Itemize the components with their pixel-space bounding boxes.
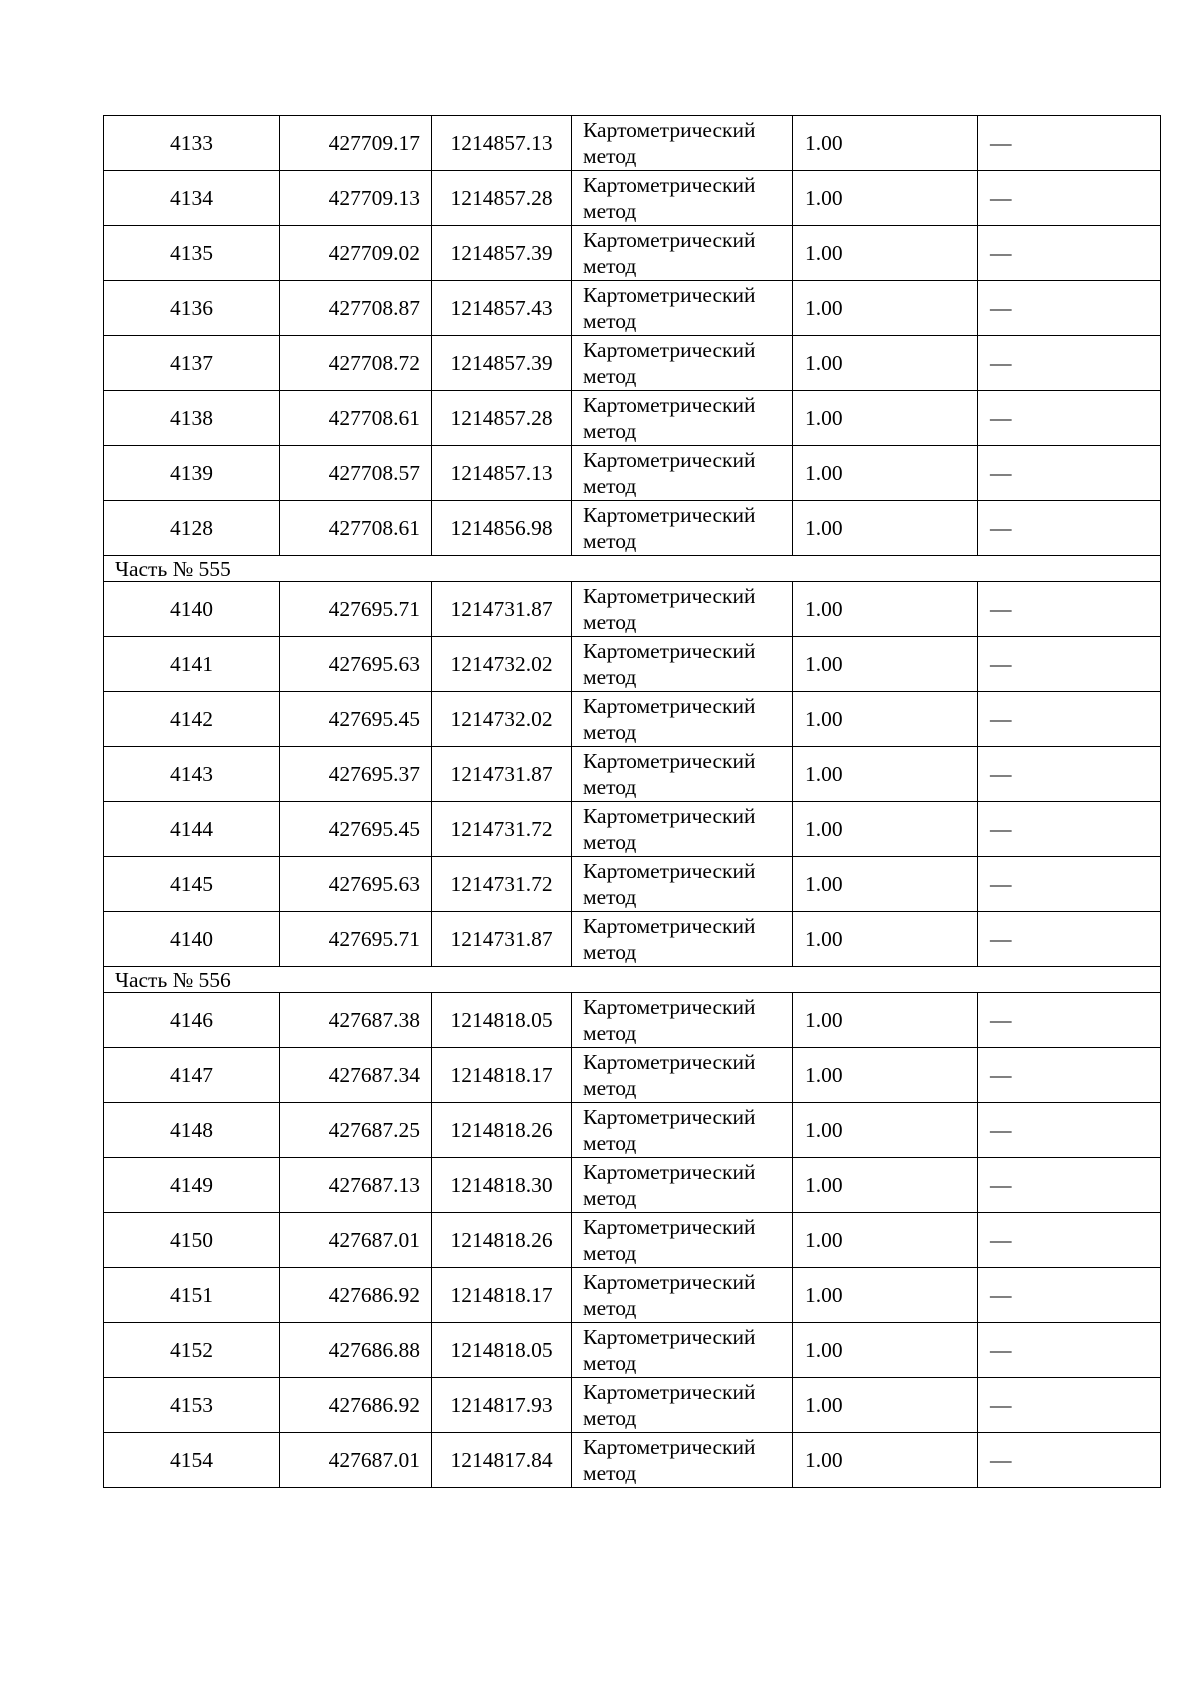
method-line-1: Картометрический <box>583 859 756 883</box>
x-coordinate-cell: 427687.38 <box>280 993 432 1048</box>
method-line-2: метод <box>583 1241 637 1265</box>
method-cell <box>572 582 793 637</box>
y-coordinate-cell: 1214817.93 <box>432 1378 572 1433</box>
method-cell <box>572 171 793 226</box>
x-coordinate-cell: 427695.71 <box>280 912 432 967</box>
accuracy-cell: 1.00 <box>793 281 978 336</box>
method-cell <box>572 1103 793 1158</box>
y-coordinate-cell: 1214818.05 <box>432 1323 572 1378</box>
method-cell <box>572 116 793 171</box>
method-line-1: Картометрический <box>583 173 756 197</box>
y-coordinate-cell: 1214731.87 <box>432 747 572 802</box>
table-row <box>104 857 1161 912</box>
method-line-1: Картометрический <box>583 393 756 417</box>
method-cell <box>572 747 793 802</box>
point-number-cell: 4148 <box>104 1103 280 1158</box>
x-coordinate-cell: 427695.37 <box>280 747 432 802</box>
accuracy-cell: 1.00 <box>793 391 978 446</box>
method-cell <box>572 1213 793 1268</box>
x-coordinate-cell: 427708.61 <box>280 501 432 556</box>
method-line-1: Картометрический <box>583 694 756 718</box>
section-label: Часть № 555 <box>104 556 1161 582</box>
table-row <box>104 226 1161 281</box>
point-number-cell: 4139 <box>104 446 280 501</box>
y-coordinate-cell: 1214857.39 <box>432 336 572 391</box>
table-row <box>104 1048 1161 1103</box>
y-coordinate-cell: 1214818.17 <box>432 1048 572 1103</box>
x-coordinate-cell: 427708.72 <box>280 336 432 391</box>
method-line-1: Картометрический <box>583 1215 756 1239</box>
method-cell <box>572 692 793 747</box>
method-line-1: Картометрический <box>583 1160 756 1184</box>
table-row <box>104 1323 1161 1378</box>
y-coordinate-cell: 1214732.02 <box>432 637 572 692</box>
accuracy-cell: 1.00 <box>793 171 978 226</box>
accuracy-cell: 1.00 <box>793 501 978 556</box>
method-line-2: метод <box>583 1461 637 1485</box>
point-number-cell: 4142 <box>104 692 280 747</box>
method-line-1: Картометрический <box>583 448 756 472</box>
accuracy-cell: 1.00 <box>793 857 978 912</box>
method-cell <box>572 993 793 1048</box>
description-cell: — <box>978 281 1161 336</box>
table-row <box>104 336 1161 391</box>
method-line-1: Картометрический <box>583 1050 756 1074</box>
y-coordinate-cell: 1214817.84 <box>432 1433 572 1488</box>
method-line-1: Картометрический <box>583 283 756 307</box>
description-cell: — <box>978 747 1161 802</box>
method-cell <box>572 226 793 281</box>
point-number-cell: 4153 <box>104 1378 280 1433</box>
x-coordinate-cell: 427695.63 <box>280 637 432 692</box>
accuracy-cell: 1.00 <box>793 1378 978 1433</box>
table-row <box>104 116 1161 171</box>
accuracy-cell: 1.00 <box>793 336 978 391</box>
method-line-2: метод <box>583 254 637 278</box>
accuracy-cell: 1.00 <box>793 912 978 967</box>
description-cell: — <box>978 1323 1161 1378</box>
x-coordinate-cell: 427708.61 <box>280 391 432 446</box>
description-cell: — <box>978 391 1161 446</box>
method-cell <box>572 1378 793 1433</box>
method-line-2: метод <box>583 199 637 223</box>
point-number-cell: 4141 <box>104 637 280 692</box>
point-number-cell: 4136 <box>104 281 280 336</box>
method-line-2: метод <box>583 830 637 854</box>
description-cell: — <box>978 637 1161 692</box>
method-line-2: метод <box>583 775 637 799</box>
table-row <box>104 1158 1161 1213</box>
method-line-2: метод <box>583 474 637 498</box>
point-number-cell: 4152 <box>104 1323 280 1378</box>
table-row <box>104 1268 1161 1323</box>
accuracy-cell: 1.00 <box>793 1213 978 1268</box>
point-number-cell: 4146 <box>104 993 280 1048</box>
description-cell: — <box>978 336 1161 391</box>
method-line-1: Картометрический <box>583 1380 756 1404</box>
description-cell: — <box>978 857 1161 912</box>
point-number-cell: 4145 <box>104 857 280 912</box>
accuracy-cell: 1.00 <box>793 1268 978 1323</box>
table-row <box>104 1378 1161 1433</box>
x-coordinate-cell: 427708.87 <box>280 281 432 336</box>
table-row <box>104 582 1161 637</box>
y-coordinate-cell: 1214818.26 <box>432 1103 572 1158</box>
point-number-cell: 4149 <box>104 1158 280 1213</box>
point-number-cell: 4144 <box>104 802 280 857</box>
method-cell <box>572 912 793 967</box>
table-row <box>104 501 1161 556</box>
method-line-1: Картометрический <box>583 1325 756 1349</box>
coordinates-table-body <box>104 116 1161 1488</box>
point-number-cell: 4140 <box>104 912 280 967</box>
method-line-2: метод <box>583 720 637 744</box>
description-cell: — <box>978 1213 1161 1268</box>
description-cell: — <box>978 993 1161 1048</box>
point-number-cell: 4147 <box>104 1048 280 1103</box>
section-row <box>104 967 1161 993</box>
accuracy-cell: 1.00 <box>793 802 978 857</box>
description-cell: — <box>978 1103 1161 1158</box>
x-coordinate-cell: 427687.34 <box>280 1048 432 1103</box>
description-cell: — <box>978 582 1161 637</box>
accuracy-cell: 1.00 <box>793 1158 978 1213</box>
y-coordinate-cell: 1214731.87 <box>432 582 572 637</box>
accuracy-cell: 1.00 <box>793 116 978 171</box>
method-line-1: Картометрический <box>583 804 756 828</box>
method-line-2: метод <box>583 529 637 553</box>
method-line-2: метод <box>583 364 637 388</box>
x-coordinate-cell: 427709.13 <box>280 171 432 226</box>
method-cell <box>572 857 793 912</box>
method-cell <box>572 637 793 692</box>
description-cell: — <box>978 116 1161 171</box>
description-cell: — <box>978 501 1161 556</box>
x-coordinate-cell: 427709.17 <box>280 116 432 171</box>
section-label: Часть № 556 <box>104 967 1161 993</box>
point-number-cell: 4128 <box>104 501 280 556</box>
description-cell: — <box>978 1048 1161 1103</box>
x-coordinate-cell: 427708.57 <box>280 446 432 501</box>
table-row <box>104 993 1161 1048</box>
table-row <box>104 281 1161 336</box>
method-cell <box>572 1433 793 1488</box>
method-cell <box>572 1048 793 1103</box>
section-row <box>104 556 1161 582</box>
y-coordinate-cell: 1214818.30 <box>432 1158 572 1213</box>
y-coordinate-cell: 1214857.13 <box>432 116 572 171</box>
table-row <box>104 912 1161 967</box>
y-coordinate-cell: 1214731.72 <box>432 802 572 857</box>
description-cell: — <box>978 446 1161 501</box>
accuracy-cell: 1.00 <box>793 692 978 747</box>
accuracy-cell: 1.00 <box>793 993 978 1048</box>
point-number-cell: 4151 <box>104 1268 280 1323</box>
method-cell <box>572 391 793 446</box>
method-line-2: метод <box>583 144 637 168</box>
table-row <box>104 446 1161 501</box>
description-cell: — <box>978 1433 1161 1488</box>
table-row <box>104 1103 1161 1158</box>
description-cell: — <box>978 226 1161 281</box>
accuracy-cell: 1.00 <box>793 582 978 637</box>
point-number-cell: 4143 <box>104 747 280 802</box>
accuracy-cell: 1.00 <box>793 1433 978 1488</box>
accuracy-cell: 1.00 <box>793 226 978 281</box>
method-line-2: метод <box>583 665 637 689</box>
x-coordinate-cell: 427695.45 <box>280 692 432 747</box>
y-coordinate-cell: 1214857.39 <box>432 226 572 281</box>
point-number-cell: 4133 <box>104 116 280 171</box>
y-coordinate-cell: 1214732.02 <box>432 692 572 747</box>
x-coordinate-cell: 427687.25 <box>280 1103 432 1158</box>
point-number-cell: 4154 <box>104 1433 280 1488</box>
point-number-cell: 4150 <box>104 1213 280 1268</box>
x-coordinate-cell: 427686.88 <box>280 1323 432 1378</box>
x-coordinate-cell: 427695.45 <box>280 802 432 857</box>
description-cell: — <box>978 1268 1161 1323</box>
accuracy-cell: 1.00 <box>793 637 978 692</box>
method-cell <box>572 501 793 556</box>
x-coordinate-cell: 427686.92 <box>280 1268 432 1323</box>
method-line-2: метод <box>583 1406 637 1430</box>
method-cell <box>572 802 793 857</box>
table-row <box>104 747 1161 802</box>
accuracy-cell: 1.00 <box>793 1323 978 1378</box>
method-line-2: метод <box>583 885 637 909</box>
method-line-1: Картометрический <box>583 1105 756 1129</box>
point-number-cell: 4135 <box>104 226 280 281</box>
x-coordinate-cell: 427687.13 <box>280 1158 432 1213</box>
accuracy-cell: 1.00 <box>793 1048 978 1103</box>
y-coordinate-cell: 1214856.98 <box>432 501 572 556</box>
y-coordinate-cell: 1214731.87 <box>432 912 572 967</box>
point-number-cell: 4134 <box>104 171 280 226</box>
method-cell <box>572 1268 793 1323</box>
method-line-1: Картометрический <box>583 914 756 938</box>
method-line-1: Картометрический <box>583 1435 756 1459</box>
table-row <box>104 1213 1161 1268</box>
y-coordinate-cell: 1214731.72 <box>432 857 572 912</box>
method-cell <box>572 1158 793 1213</box>
x-coordinate-cell: 427695.71 <box>280 582 432 637</box>
description-cell: — <box>978 912 1161 967</box>
method-line-2: метод <box>583 610 637 634</box>
description-cell: — <box>978 1158 1161 1213</box>
method-line-1: Картометрический <box>583 503 756 527</box>
table-row <box>104 1433 1161 1488</box>
method-line-1: Картометрический <box>583 228 756 252</box>
y-coordinate-cell: 1214857.13 <box>432 446 572 501</box>
table-row <box>104 692 1161 747</box>
point-number-cell: 4138 <box>104 391 280 446</box>
y-coordinate-cell: 1214857.28 <box>432 171 572 226</box>
description-cell: — <box>978 171 1161 226</box>
x-coordinate-cell: 427709.02 <box>280 226 432 281</box>
x-coordinate-cell: 427687.01 <box>280 1213 432 1268</box>
table-row <box>104 391 1161 446</box>
accuracy-cell: 1.00 <box>793 1103 978 1158</box>
x-coordinate-cell: 427686.92 <box>280 1378 432 1433</box>
method-cell <box>572 336 793 391</box>
method-cell <box>572 1323 793 1378</box>
y-coordinate-cell: 1214818.17 <box>432 1268 572 1323</box>
point-number-cell: 4137 <box>104 336 280 391</box>
method-line-2: метод <box>583 1186 637 1210</box>
x-coordinate-cell: 427687.01 <box>280 1433 432 1488</box>
method-cell <box>572 446 793 501</box>
description-cell: — <box>978 1378 1161 1433</box>
method-line-1: Картометрический <box>583 118 756 142</box>
table-row <box>104 802 1161 857</box>
method-cell <box>572 281 793 336</box>
y-coordinate-cell: 1214818.26 <box>432 1213 572 1268</box>
method-line-2: метод <box>583 309 637 333</box>
method-line-1: Картометрический <box>583 584 756 608</box>
method-line-1: Картометрический <box>583 1270 756 1294</box>
table-row <box>104 637 1161 692</box>
method-line-2: метод <box>583 1131 637 1155</box>
method-line-2: метод <box>583 940 637 964</box>
method-line-2: метод <box>583 419 637 443</box>
y-coordinate-cell: 1214857.28 <box>432 391 572 446</box>
method-line-2: метод <box>583 1296 637 1320</box>
y-coordinate-cell: 1214818.05 <box>432 993 572 1048</box>
accuracy-cell: 1.00 <box>793 446 978 501</box>
coordinates-table <box>103 115 1161 1488</box>
method-line-1: Картометрический <box>583 995 756 1019</box>
table-row <box>104 171 1161 226</box>
method-line-1: Картометрический <box>583 749 756 773</box>
y-coordinate-cell: 1214857.43 <box>432 281 572 336</box>
method-line-2: метод <box>583 1076 637 1100</box>
method-line-2: метод <box>583 1021 637 1045</box>
method-line-1: Картометрический <box>583 639 756 663</box>
description-cell: — <box>978 802 1161 857</box>
x-coordinate-cell: 427695.63 <box>280 857 432 912</box>
point-number-cell: 4140 <box>104 582 280 637</box>
method-line-2: метод <box>583 1351 637 1375</box>
description-cell: — <box>978 692 1161 747</box>
accuracy-cell: 1.00 <box>793 747 978 802</box>
method-line-1: Картометрический <box>583 338 756 362</box>
